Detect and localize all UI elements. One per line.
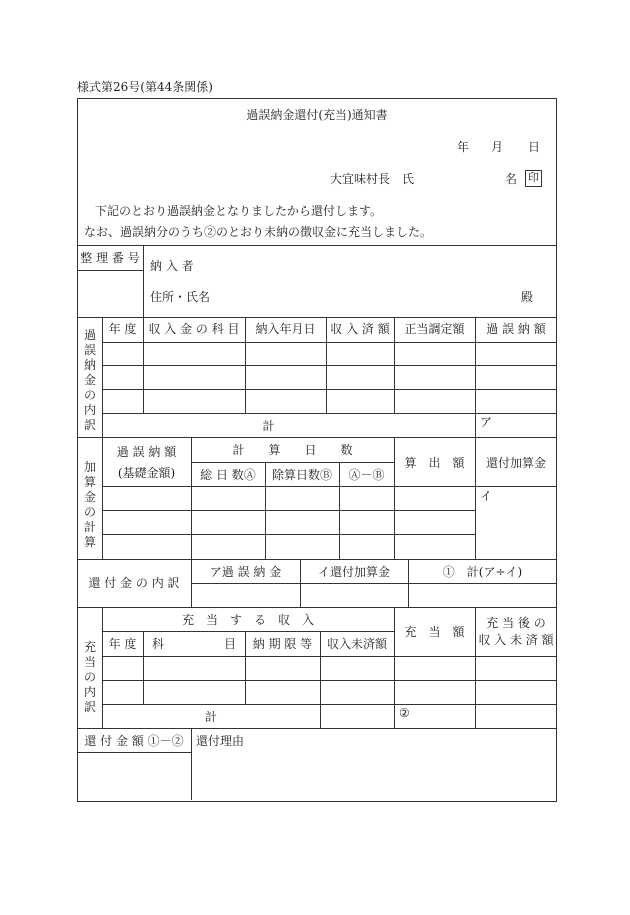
rule [102, 534, 475, 535]
interest-section-label: 加算金の計算 [83, 460, 96, 549]
col-correct-assessment: 正当調定額 [404, 322, 465, 336]
refund-interest-label: 還付加算金 [485, 456, 546, 470]
rule [191, 583, 557, 584]
rule [77, 728, 557, 729]
col-appr-item: 科 目 [151, 637, 236, 651]
net-days-label: Ⓐ－Ⓑ [348, 468, 385, 482]
date-month-label: 月 [491, 140, 504, 154]
rule [102, 486, 475, 487]
rule [102, 510, 475, 511]
calc-days-label: 計 算 日 数 [232, 443, 353, 457]
payer-label: 納 入 者 [150, 259, 194, 273]
col-fiscal-year: 年 度 [108, 322, 137, 336]
document-title: 過誤納金還付(充当)通知書 [246, 108, 388, 122]
refund-breakdown-label: 還 付 金 の 内 訳 [88, 576, 180, 590]
rule [143, 245, 144, 317]
issuer-name: 大宜味村長 氏 [330, 172, 415, 186]
appropriation-section-label: 充当の内訳 [83, 640, 96, 714]
rule [77, 437, 557, 438]
rule [102, 389, 557, 390]
refund-amount-label: 還 付 金 額 ①－② [84, 734, 184, 748]
body-text-line2: なお、過誤納分のうち②のとおり未納の徴収金に充当しました。 [84, 225, 433, 239]
rule [102, 656, 557, 657]
appropriation-total-mark: ② [399, 706, 410, 720]
col-appr-unpaid: 収入未済額 [326, 637, 387, 651]
interest-mark: イ [480, 489, 493, 503]
appropriation-total-label: 計 [204, 710, 217, 724]
rule [191, 462, 394, 463]
excluded-days-label: 除算日数Ⓑ [271, 468, 332, 482]
seal-mark: 印 [525, 170, 542, 187]
col-overpaid-amount: 過 誤 納 額 [486, 322, 546, 336]
appropriated-revenue-label: 充 当 す る 収 入 [181, 613, 314, 627]
rule [77, 607, 557, 608]
honorific-label: 殿 [521, 290, 534, 304]
breakdown-interest-col: イ還付加算金 [317, 565, 390, 579]
computed-amount-label: 算 出 額 [404, 456, 465, 470]
rule [475, 486, 557, 487]
rule [191, 728, 192, 800]
appropriation-amount-label: 充 当 額 [404, 625, 465, 639]
remaining-unpaid-label-2: 収 入 未 済 額 [478, 633, 554, 647]
rule [102, 413, 557, 414]
address-name-label: 住所・氏名 [150, 290, 211, 304]
overpayment-total-label: 計 [262, 419, 275, 433]
breakdown-overpay-col: ア過 誤 納 金 [209, 565, 282, 579]
rule [102, 342, 557, 343]
total-days-label: 総 日 数Ⓐ [200, 468, 256, 482]
base-amount-label: 過 誤 納 額 [116, 445, 177, 459]
rule [77, 559, 557, 560]
overpayment-section-label: 過誤納金の内訳 [83, 328, 96, 432]
refund-reason-label: 還付理由 [196, 734, 245, 748]
col-received-amount: 収 入 済 額 [330, 322, 390, 336]
rule [102, 631, 394, 632]
rule [77, 270, 143, 271]
rule [77, 317, 557, 318]
ref-number-label: 整 理 番 号 [80, 251, 140, 265]
col-appr-fiscal-year: 年 度 [108, 637, 137, 651]
col-revenue-item: 収 入 金 の 科 目 [148, 322, 240, 336]
name-label: 名 [505, 172, 518, 186]
rule [102, 704, 557, 705]
base-amount-sublabel: (基礎金額) [117, 466, 176, 480]
date-year-label: 年 [457, 140, 470, 154]
rule [102, 365, 557, 366]
date-day-label: 日 [528, 140, 541, 154]
body-text-line1: 下記のとおり過誤納金となりましたから還付します。 [95, 204, 383, 218]
rule [77, 245, 557, 246]
remaining-unpaid-label-1: 充 当 後 の [486, 616, 546, 630]
col-appr-deadline: 納 期 限 等 [252, 637, 313, 651]
rule [102, 680, 557, 681]
overpayment-total-mark: ア [480, 415, 493, 429]
form-number: 様式第26号(第44条関係) [77, 80, 213, 94]
breakdown-total-col: ① 計(ア÷イ) [442, 565, 523, 579]
rule [77, 752, 191, 753]
col-payment-date: 納入年月日 [255, 322, 316, 336]
